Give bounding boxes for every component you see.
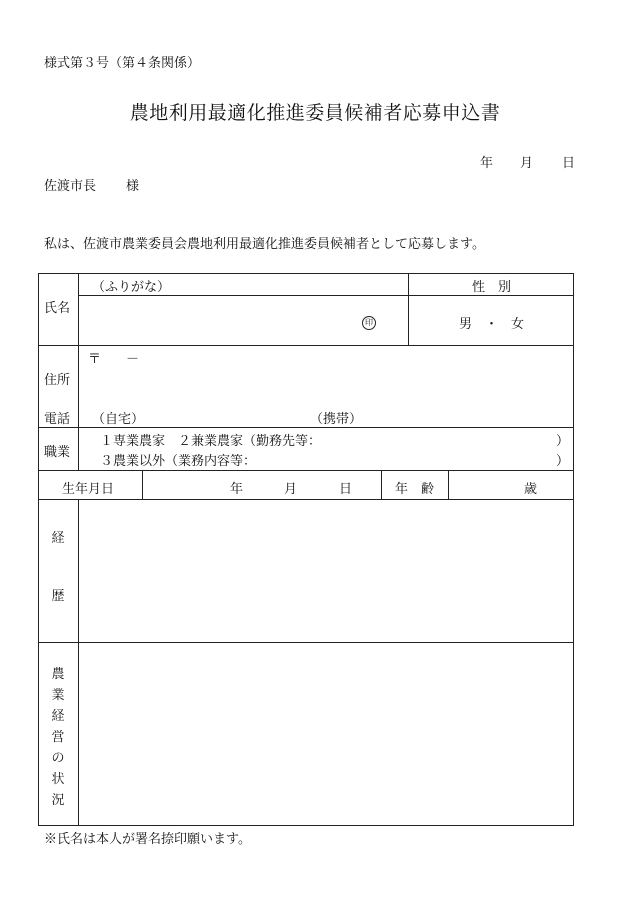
sex-options[interactable]: 男 ・ 女 bbox=[459, 317, 525, 332]
birth-year-label: 年 bbox=[230, 482, 244, 497]
addressee-honorific: 様 bbox=[126, 179, 140, 194]
occupation-paren-close-2: ） bbox=[556, 454, 570, 469]
form-number: 様式第３号（第４条関係） bbox=[44, 56, 201, 71]
phone-label: 電話 bbox=[44, 412, 71, 427]
occupation-label: 職業 bbox=[44, 445, 71, 460]
career-label-1: 経 bbox=[51, 531, 65, 546]
farm-label-char: 農 bbox=[51, 667, 65, 682]
occupation-option-2: ３農業以外（業務内容等： bbox=[100, 454, 257, 469]
birth-day-label: 日 bbox=[339, 482, 353, 497]
addressee-name: 佐渡市長 bbox=[44, 179, 97, 194]
postal-dash: － bbox=[126, 352, 140, 367]
occupation-option-1: １専業農家 ２兼業農家（勤務先等： bbox=[100, 434, 322, 449]
date-day-label: 日 bbox=[562, 156, 576, 171]
birthdate-label: 生年月日 bbox=[62, 482, 115, 497]
seal-mark bbox=[362, 314, 376, 330]
name-label: 氏名 bbox=[44, 301, 71, 316]
birth-month-label: 月 bbox=[284, 482, 298, 497]
farm-label-char: 業 bbox=[51, 688, 65, 703]
address-label: 住所 bbox=[44, 373, 71, 388]
farm-label-char: 営 bbox=[51, 730, 65, 745]
farm-label-char: 状 bbox=[51, 772, 65, 787]
phone-mobile-label: （携帯） bbox=[310, 412, 363, 427]
career-label-2: 歴 bbox=[51, 589, 65, 604]
farm-label-char: の bbox=[51, 751, 65, 766]
farm-label-char: 経 bbox=[51, 709, 65, 724]
phone-home-label: （自宅） bbox=[92, 412, 145, 427]
page-title: 農地利用最適化推進委員候補者応募申込書 bbox=[129, 102, 501, 124]
age-unit-label: 歳 bbox=[524, 482, 538, 497]
furigana-label: （ふりがな） bbox=[92, 280, 171, 295]
date-year-label: 年 bbox=[480, 156, 494, 171]
postal-mark: 〒 bbox=[88, 352, 102, 367]
date-month-label: 月 bbox=[520, 156, 534, 171]
signature-note: ※氏名は本人が署名捺印願います。 bbox=[44, 832, 251, 847]
occupation-paren-close-1: ） bbox=[556, 434, 570, 449]
sex-label: 性 別 bbox=[472, 280, 512, 295]
farm-label-char: 況 bbox=[51, 793, 65, 808]
seal-icon: 印 bbox=[362, 316, 376, 330]
application-statement: 私は、佐渡市農業委員会農地利用最適化推進委員候補者として応募します。 bbox=[44, 237, 485, 252]
age-label: 年 齢 bbox=[395, 482, 435, 497]
